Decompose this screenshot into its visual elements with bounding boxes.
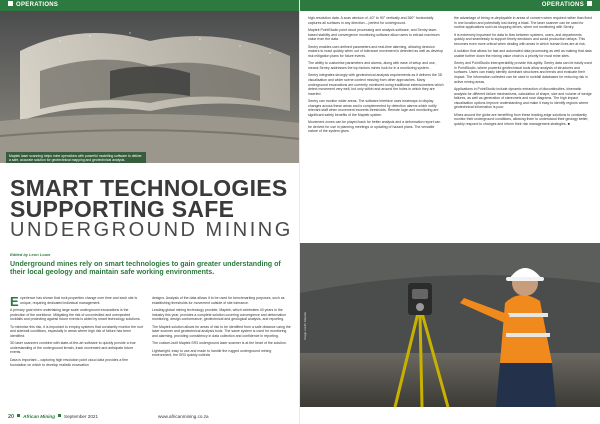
- body-column-1: [10, 296, 144, 370]
- headline-line-1: SMART TECHNOLOGIES: [10, 175, 288, 201]
- paragraph: Leading global mining technology provider, Maptek, which celebrates 40 years in the industry this year, provides a complete solution covering convergence and deformation monitoring, design conformance, geotechnical and geological analysis, and reporting.: [152, 308, 287, 322]
- paragraph: Applications in PointStudio include dynamic extraction of discontinuities, kinematic analysis for different failure mechanisms, calculation of shape, size and volume of wedge failures, as well as generation of stereonets and rose diagrams. The high impact visualisation options improve understanding and make it easy to identify regions where geotechnical information is poor.: [454, 87, 592, 110]
- headline-line-2: SUPPORTING SAFE: [10, 196, 235, 222]
- section-tab-left: [0, 0, 300, 11]
- paragraph: Experience has shown that rock properties change over time and each site is unique, requiring dedicated individual management.: [10, 294, 138, 309]
- page-number: 20: [8, 414, 15, 420]
- paragraph: Sentry and PointStudio interoperability provide this agility. Sentry data can be easily used in PointStudio, where powerful geotechnical tools allow analysis of structures and surfaces. Users can easily identify dominant structures and trends and evaluate their impact. The information collected can be used in rockfall databases for reducing risk in active mining areas.: [454, 61, 592, 84]
- issue-date: September 2021: [64, 414, 98, 419]
- paragraph: The Maptek solution allows for areas of risk to be identified from a safe distance using the laser scanner and geotechnical analysis tools. The same system is used for monitoring and alarming, providing consistency in data collection and confidence in reporting.: [152, 324, 291, 338]
- paragraph: Lightweight, easy to use and made to handle the rugged underground mining environment, the SR3 quickly collects: [152, 348, 272, 358]
- section-label: OPERATIONS: [541, 2, 584, 8]
- paragraph: The ability to customise parameters and alarms, along with ease of setup and use, means Sentry addresses the top factors mines look for in a monitoring system.: [308, 61, 436, 70]
- headline-line-3: UNDERGROUND MINING: [10, 219, 293, 241]
- section-tab-right: [300, 0, 600, 11]
- body-column-3: [308, 16, 444, 137]
- section-label: OPERATIONS: [16, 2, 59, 8]
- paragraph: 3D laser scanners combine with state-of-the-art software to quickly provide a true understanding of the underground terrain, track movement and anticipate future events.: [10, 341, 136, 355]
- paragraph: The custom-built Maptek SR3 underground laser scanner is at the heart of the solution.: [152, 341, 287, 346]
- byline: Edited by Leon Louw: [10, 252, 51, 257]
- paragraph: Sentry can monitor wider areas. The software interface uses heatmaps to display changes across these areas and is complemented by detection alarms which notify relevant staff when movement exceeds thresholds. Remote login and monitoring are significant safety benefits of the Maptek system.: [308, 99, 439, 117]
- standfirst: Underground mines rely on smart technologies to gain greater understanding of their local geology and maintain safe working environments.: [10, 260, 281, 277]
- paragraph: Sentry enables user-defined parameters and real-time alarming, allowing decision makers to react quickly when out of tolerance movement is detected as well as develop risk mitigation plans for future events.: [308, 44, 444, 58]
- photo-surveyor-with-scanner: [300, 243, 600, 407]
- photo-credit: Image credit: Maptek: [303, 311, 307, 340]
- hero-caption: Maptek laser scanning helps mine operations with powerful modelling software to deliver a safe, accurate solution for geotechnical mapping and geotechnical analysis.: [6, 152, 146, 163]
- footer-url[interactable]: www.africanmining.co.za: [158, 414, 209, 419]
- square-icon: [587, 1, 592, 6]
- paragraph: A primary goal when undertaking large scale underground excavations is the protection of the workforce. Mitigating the risk of uncontrolled and unexpected rockfalls and protecting against future events is aided by smart technology solutions.: [10, 308, 141, 322]
- surveyor-illustration: [300, 243, 600, 407]
- square-icon: [8, 1, 13, 6]
- paragraph: Sentry integrates strongly with geotechnical analysis requirements as it delivers the 3D visualisation and wider scene context missing from other approaches. Many underground excavations are currently monitored using traditional extensometers which detect movement very well, but only within and around the holes in which they are inserted.: [308, 73, 444, 96]
- paragraph: Maptek PointStudio point cloud processing and analysis software, and Sentry laser-based stability and convergence monitoring software allow users to extract maximum value from the data.: [308, 28, 440, 42]
- hero-photo-underground-tunnel: [0, 11, 300, 163]
- paragraph: To minimise this risk, it is important to employ systems that constantly monitor the roof and sidewall conditions, especially in areas where high risk of failure has been identified.: [10, 324, 144, 338]
- tunnel-illustration: [0, 11, 300, 163]
- paragraph: Movement zones can be played back for better analysis and a deformation report can be derived for use in planning meetings or updating of hazard plans. The versatile nature of the system gives: [308, 120, 441, 134]
- paragraph: designs. Analysis of the data allows it to be used for benchmarking purposes, such as establishing thresholds for movement outside of site tolerance.: [152, 296, 285, 305]
- body-column-4: [454, 16, 592, 129]
- paragraph: It is extremely important for data to flow between systems, users, and departments quickly and seamlessly to support timely decisions and avoid production delays. This becomes even more critical when dealing with areas in which human lives are at risk.: [454, 32, 586, 46]
- publication-name: African Mining: [23, 414, 56, 419]
- footer-left: [0, 410, 300, 424]
- right-page: [300, 0, 600, 424]
- paragraph: the advantage of being re-deployable in areas of concern when required rather than fixed in one location and potentially lost during a blast. The laser scanner can be used for routine applications such as stopping drives, when not monitoring with Sentry.: [454, 16, 592, 30]
- paragraph: high-resolution data. A scan window of -40° to 90° vertically and 360° horizontally captures all surfaces in any direction – perfect for underground.: [308, 16, 434, 25]
- body-column-2: [152, 296, 292, 361]
- separator-icon: [58, 414, 61, 417]
- separator-icon: [17, 414, 20, 417]
- headline: [10, 175, 295, 241]
- paragraph: Mines around the globe are benefiting from these leading-edge solutions to constantly monitor their underground conditions, allowing them to understand their geology better, quickly respond to changes and inform their risk management strategies. ■: [454, 112, 589, 126]
- paragraph: A solution that allows for fast and automated data processing as well as making that data usable further down the mining value chain is a priority for most mine sites.: [454, 49, 592, 58]
- paragraph: Data is important – capturing high resolution point cloud data provides a firm foundation on which to develop realistic excavation: [10, 358, 129, 367]
